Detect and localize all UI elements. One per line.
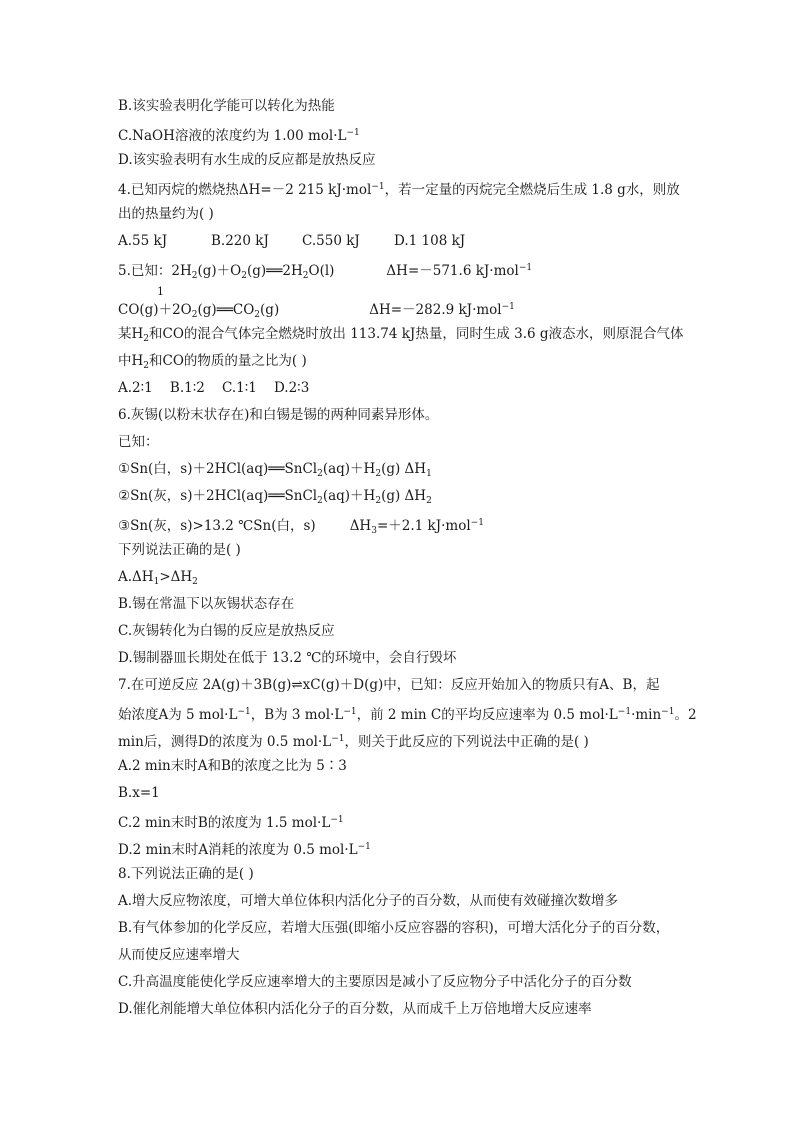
enthalpy-value: ΔH=－571.6 kJ·mol <box>386 263 519 279</box>
superscript: −1 <box>518 263 533 273</box>
subscript: 2 <box>191 310 198 320</box>
fraction-numerator: 1 <box>157 285 164 298</box>
subscript: 2 <box>375 496 382 506</box>
text: D.2 min末时A消耗的浓度为 0.5 mol·L <box>118 842 358 858</box>
subscript: 2 <box>317 469 323 479</box>
superscript: −1 <box>357 842 371 852</box>
superscript: −1 <box>661 707 675 717</box>
text: A.2∶1 B.1∶2 C.1∶1 D.2∶3 <box>118 380 310 396</box>
q3-option-b <box>118 97 678 115</box>
q5-equation-1 <box>118 259 678 285</box>
q7-option-b <box>118 784 678 802</box>
text: >ΔH <box>159 569 193 585</box>
q4-stem-line1 <box>118 178 678 199</box>
q8-option-b-line2 <box>118 946 678 964</box>
q6-question <box>118 541 678 559</box>
superscript: −1 <box>617 707 632 717</box>
text: D.催化剂能增大单位体积内活化分子的百分数，从而成千上万倍地增大反应速率 <box>118 1001 592 1017</box>
q4-option-a: A.55 kJ <box>118 233 168 249</box>
subscript: 3 <box>371 526 377 536</box>
q7-stem-line1 <box>118 676 678 694</box>
text: (g) ΔH <box>381 461 427 477</box>
q6-option-a <box>118 568 678 591</box>
subscript: 2 <box>241 271 247 281</box>
subscript: 2 <box>191 271 198 281</box>
q4-stem-line2 <box>118 205 678 223</box>
q6-option-c <box>118 622 678 640</box>
subscript: 2 <box>143 361 150 371</box>
text: ③Sn(灰，s)>13.2 ℃Sn(白，s) <box>118 518 316 534</box>
text: (aq)＋H <box>322 488 376 504</box>
text: ·min <box>631 707 662 723</box>
subscript: 2 <box>192 577 198 587</box>
q6-stem <box>118 406 678 424</box>
text: CO(g)＋2O <box>118 302 192 318</box>
text: 从而使反应速率增大 <box>118 947 240 963</box>
text: ②Sn(灰，s)＋2HCl(aq)══SnCl <box>118 488 318 504</box>
text: (g)══2H <box>246 263 303 279</box>
subscript: 2 <box>317 496 323 506</box>
text: 7.在可逆反应 2A(g)＋3B(g)⇌xC(g)＋D(g)中，已知：反应开始加入的物质只有A、B，起 <box>118 677 660 693</box>
q6-given <box>118 433 678 451</box>
text: (g)══CO <box>197 302 255 318</box>
superscript: −1 <box>346 128 360 138</box>
text: O(l) <box>308 263 335 279</box>
superscript: −1 <box>237 707 251 717</box>
text: 8.下列说法正确的是( ) <box>118 866 254 882</box>
q8-option-b-line1 <box>118 919 678 937</box>
text: 。2 <box>674 707 697 723</box>
text: 5.已知：2H <box>118 263 192 279</box>
text: C.升高温度能使化学反应速率增大的主要原因是减小了反应物分子中活化分子的百分数 <box>118 974 632 990</box>
q8-option-c <box>118 973 678 991</box>
text: A.ΔH <box>118 569 154 585</box>
q3-option-d <box>118 151 678 169</box>
superscript: −1 <box>501 302 515 312</box>
subscript: 2 <box>426 496 432 506</box>
text: B.该实验表明化学能可以转化为热能 <box>118 98 335 114</box>
text: B.有气体参加的化学反应，若增大压强(即缩小反应容器的容积)，可增大活化分子的百分数， <box>118 920 670 936</box>
q6-equation-3 <box>118 514 678 540</box>
text: 始浓度A为 5 mol·L <box>118 707 238 723</box>
q5-stem-line1 <box>118 325 684 348</box>
q7-stem-line2 <box>118 703 697 724</box>
q7-option-c <box>118 811 678 832</box>
q8-option-a <box>118 892 678 910</box>
q4-option-b: B.220 kJ <box>211 233 269 249</box>
subscript: 2 <box>375 469 382 479</box>
q8-option-d <box>118 1000 678 1018</box>
q6-option-d <box>118 649 678 667</box>
text: C.灰锡转化为白锡的反应是放热反应 <box>118 623 335 639</box>
enthalpy-value: ΔH=－282.9 kJ·mol <box>369 302 502 318</box>
text: D.该实验表明有水生成的反应都是放热反应 <box>118 152 376 168</box>
q5-equation-2 <box>118 298 678 324</box>
superscript: −1 <box>330 815 344 825</box>
subscript: 2 <box>302 271 309 281</box>
text: (g) <box>260 302 280 318</box>
text: A.2 min末时A和B的浓度之比为 5∶3 <box>118 758 347 774</box>
text: 下列说法正确的是( ) <box>118 542 241 558</box>
text: ΔH <box>349 518 372 534</box>
text: 中H <box>118 353 144 369</box>
q3-option-c <box>118 124 678 145</box>
q7-stem-line3 <box>118 730 678 751</box>
q4-options <box>118 232 678 250</box>
q4-option-c: C.550 kJ <box>302 233 360 249</box>
text: ，B为 3 mol·L <box>250 707 344 723</box>
text: D.锡制器皿长期处在低于 13.2 ℃的环境中，会自行毁坏 <box>118 650 457 666</box>
superscript: −1 <box>331 734 345 744</box>
text: (g)＋O <box>197 263 242 279</box>
text: ①Sn(白，s)＋2HCl(aq)══SnCl <box>118 461 318 477</box>
text: 出的热量约为( ) <box>118 206 214 222</box>
text: 和CO的物质的量之比为( ) <box>149 353 307 369</box>
text: 某H <box>118 326 144 342</box>
superscript: −1 <box>470 518 484 528</box>
subscript: 1 <box>426 469 432 479</box>
text: (g) ΔH <box>381 488 427 504</box>
text: ，若一定量的丙烷完全燃烧后生成 1.8 g水，则放 <box>384 182 680 198</box>
text: ，则关于此反应的下列说法中正确的是( ) <box>344 734 589 750</box>
text: ，前 2 min C的平均反应速率为 0.5 mol·L <box>356 707 618 723</box>
text: (aq)＋H <box>322 461 376 477</box>
text: 和CO的混合气体完全燃烧时放出 113.74 kJ热量，同时生成 3.6 g液态水，则原混合气体 <box>149 326 684 342</box>
text: min后，测得D的浓度为 0.5 mol·L <box>118 734 332 750</box>
superscript: −1 <box>343 707 357 717</box>
q8-stem <box>118 865 678 883</box>
subscript: 2 <box>143 334 150 344</box>
q4-option-d: D.1 108 kJ <box>394 233 466 249</box>
subscript: 1 <box>153 577 160 587</box>
text: 4.已知丙烷的燃烧热ΔH=－2 215 kJ·mol <box>118 182 372 198</box>
text: =＋2.1 kJ·mol <box>376 518 471 534</box>
q6-option-b <box>118 595 678 613</box>
text: 已知： <box>118 434 159 450</box>
text: 6.灰锡(以粉末状存在)和白锡是锡的两种同素异形体。 <box>118 407 439 423</box>
q6-equation-1 <box>118 460 678 483</box>
q5-options <box>118 379 678 397</box>
text: C.2 min末时B的浓度为 1.5 mol·L <box>118 815 331 831</box>
q5-stem-line2 <box>118 352 678 375</box>
text: C.NaOH溶液的浓度约为 1.00 mol·L <box>118 128 347 144</box>
subscript: 2 <box>254 310 261 320</box>
text: B.x=1 <box>118 785 160 801</box>
text: A.增大反应物浓度，可增大单位体积内活化分子的百分数，从而使有效碰撞次数增多 <box>118 893 619 909</box>
superscript: −1 <box>371 182 385 192</box>
q6-equation-2 <box>118 487 678 510</box>
q7-option-a <box>118 757 678 775</box>
text: B.锡在常温下以灰锡状态存在 <box>118 596 295 612</box>
q7-option-d <box>118 838 678 859</box>
